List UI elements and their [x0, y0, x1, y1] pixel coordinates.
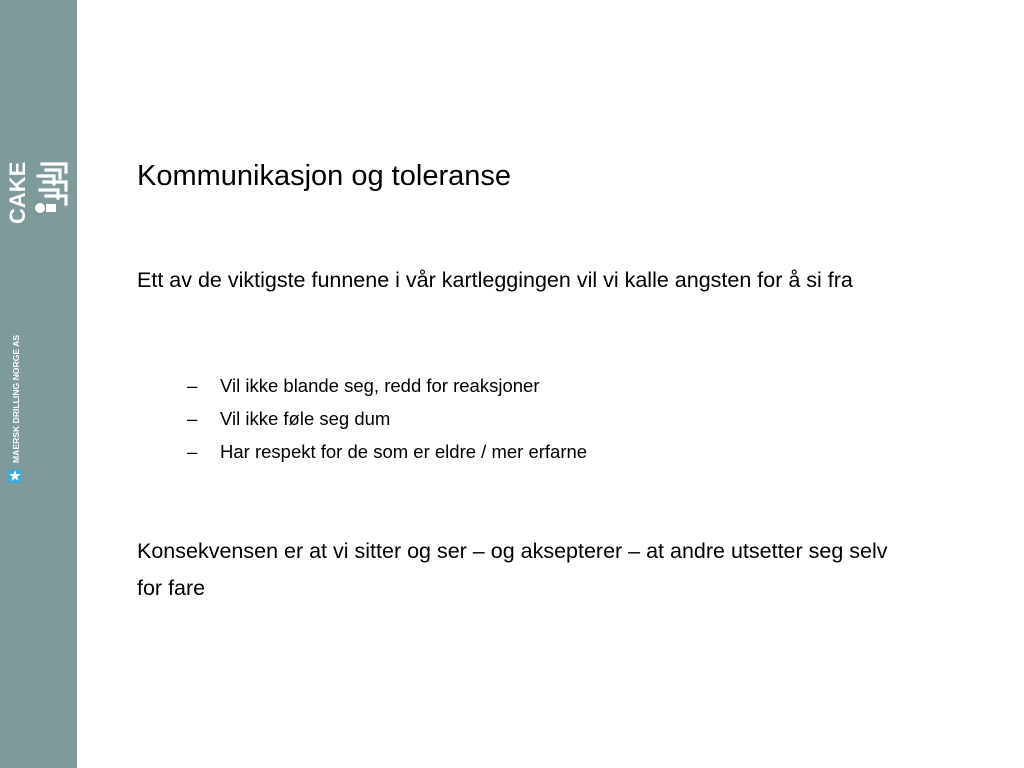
- intro-paragraph: Ett av de viktigste funnene i vår kartleggingen vil vi kalle angsten for å si fra: [137, 268, 853, 292]
- company-name-vertical: [7, 298, 23, 484]
- cake-logo-icon: [32, 160, 72, 218]
- conclusion-paragraph: Konsekvensen er at vi sitter og ser – og aksepterer – at andre utsetter seg selv for fare: [137, 539, 888, 600]
- bullet-list: [187, 369, 587, 468]
- bullet-item: [187, 369, 587, 402]
- cake-logo-wordmark: [5, 160, 31, 226]
- dash-marker: –: [187, 375, 198, 396]
- slide-title: Kommunikasjon og toleranse: [137, 160, 511, 192]
- bullet-text: Vil ikke føle seg dum: [220, 408, 391, 429]
- side-band: [0, 0, 77, 768]
- bullet-text: Vil ikke blande seg, redd for reaksjoner: [220, 375, 540, 396]
- dash-marker: –: [187, 408, 198, 429]
- bullet-item: [187, 402, 587, 435]
- star-icon: [8, 469, 22, 483]
- bullet-item: [187, 435, 587, 468]
- bullet-text: Har respekt for de som er eldre / mer erfarne: [220, 441, 588, 462]
- dash-marker: –: [187, 441, 198, 462]
- cake-wordmark-text: CAKE: [5, 161, 30, 224]
- company-name-text: MAERSK DRILLING NORGE AS: [11, 334, 21, 463]
